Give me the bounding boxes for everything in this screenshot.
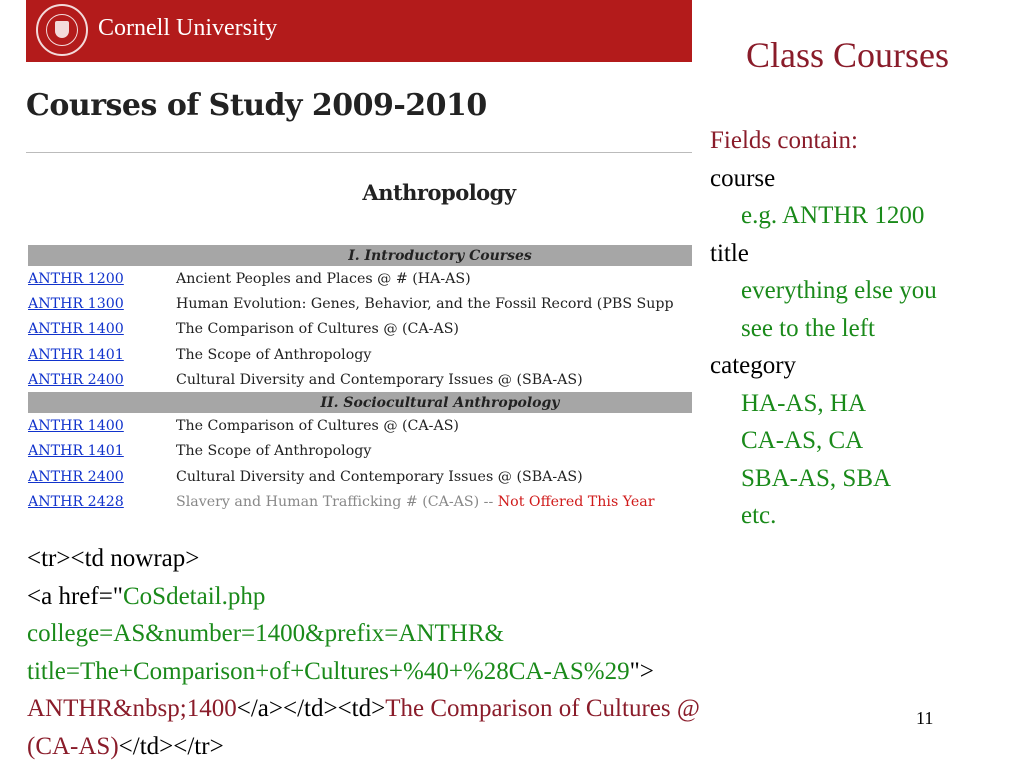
page-heading: Courses of Study 2009-2010 [26,88,487,123]
table-row [28,342,692,367]
code-line-4 [27,653,700,691]
course-code-link[interactable]: ANTHR 2428 [28,494,124,511]
course-title-cell [176,489,692,514]
code-line-5-title: The Comparison of Cultures @ [385,695,700,722]
course-title: Cultural Diversity and Contemporary Issues @ (SBA-AS) [176,468,583,485]
course-title: The Comparison of Cultures @ (CA-AS) [176,321,459,338]
table-row [28,489,692,514]
course-title: Cultural Diversity and Contemporary Issues @ (SBA-AS) [176,371,583,388]
code-line-5-tags: </a></td><td> [236,695,386,722]
code-line-1: <tr><td nowrap> [27,545,200,572]
code-line-6-tags: </td></tr> [118,732,224,760]
code-line-6 [27,728,700,766]
table-row [28,291,692,316]
courses-screenshot [26,0,692,528]
page-number: 11 [916,708,934,728]
course-code-link[interactable]: ANTHR 1401 [28,346,124,363]
course-code-link[interactable]: ANTHR 1200 [28,270,124,287]
code-line-4-query: title=The+Comparison+of+Cultures+%40+%28CA-AS%29 [27,657,630,685]
field-course-label: course [710,164,776,192]
slide-title: Class Courses [746,35,950,75]
course-title-cell [176,439,692,464]
course-code-link[interactable]: ANTHR 1401 [28,443,124,460]
department-heading: Anthropology [362,180,516,205]
table-row [28,317,692,342]
code-line-2-prefix: <a href=" [27,582,123,610]
course-title: Slavery and Human Trafficking # (CA-AS) -- [176,494,498,511]
course-code-cell [28,342,176,367]
course-title-cell [176,342,692,367]
course-title: Human Evolution: Genes, Behavior, and the Fossil Record (PBS Supp [176,295,674,312]
code-line-3: college=AS&number=1400&prefix=ANTHR& [27,620,504,647]
table-row [28,413,692,438]
section-header: I. Introductory Courses [28,245,692,266]
field-title-label: title [710,239,749,267]
course-code-cell [28,266,176,291]
field-category-label: category [710,352,797,379]
divider [26,152,692,153]
section-header: II. Sociocultural Anthropology [28,392,692,413]
code-line-2 [27,578,700,616]
course-code-cell [28,413,176,438]
course-code-link[interactable]: ANTHR 1400 [28,418,124,435]
course-code-link[interactable]: ANTHR 1400 [28,321,124,338]
not-offered-note: Not Offered This Year [497,494,655,511]
field-category-2: CA-AS, CA [741,427,864,454]
code-line-5 [27,690,700,728]
cornell-banner [26,0,692,62]
section-header-row [28,392,692,413]
course-code-cell [28,291,176,316]
course-title-cell [176,413,692,438]
course-title: Ancient Peoples and Places @ # (HA-AS) [176,270,471,287]
fields-intro: Fields contain: [710,127,858,154]
cornell-seal-icon [36,4,88,56]
course-title-cell [176,367,692,392]
course-title: The Comparison of Cultures @ (CA-AS) [176,418,459,435]
course-title-cell [176,266,692,291]
code-line-4-suffix: "> [629,657,654,685]
table-row [28,266,692,291]
field-course-example: e.g. ANTHR 1200 [741,202,925,229]
field-category-1: HA-AS, HA [741,389,866,417]
field-title-desc-1: everything else you [741,277,937,304]
section-header-row [28,245,692,266]
course-code-cell [28,489,176,514]
code-line-2-url: CoSdetail.php [123,582,266,610]
course-title: The Scope of Anthropology [176,346,372,363]
course-title-cell [176,317,692,342]
course-code-link[interactable]: ANTHR 1300 [28,295,124,312]
field-category-4: etc. [741,502,777,529]
course-code-cell [28,317,176,342]
banner-title: Cornell University [98,15,278,41]
course-code-cell [28,464,176,489]
field-category-3: SBA-AS, SBA [741,464,892,492]
table-row [28,367,692,392]
course-title-cell [176,464,692,489]
course-title-cell [176,291,692,316]
course-code-cell [28,439,176,464]
courses-table [28,245,692,515]
course-code-link[interactable]: ANTHR 2400 [28,371,124,388]
table-row [28,439,692,464]
code-line-5-course: ANTHR&nbsp;1400 [27,695,237,722]
course-code-link[interactable]: ANTHR 2400 [28,468,124,485]
field-title-desc-2: see to the left [741,314,875,342]
fields-annotation [710,122,937,535]
code-line-6-category: (CA-AS) [27,732,119,760]
course-title: The Scope of Anthropology [176,443,372,460]
html-code-snippet [27,540,700,765]
table-row [28,464,692,489]
course-code-cell [28,367,176,392]
